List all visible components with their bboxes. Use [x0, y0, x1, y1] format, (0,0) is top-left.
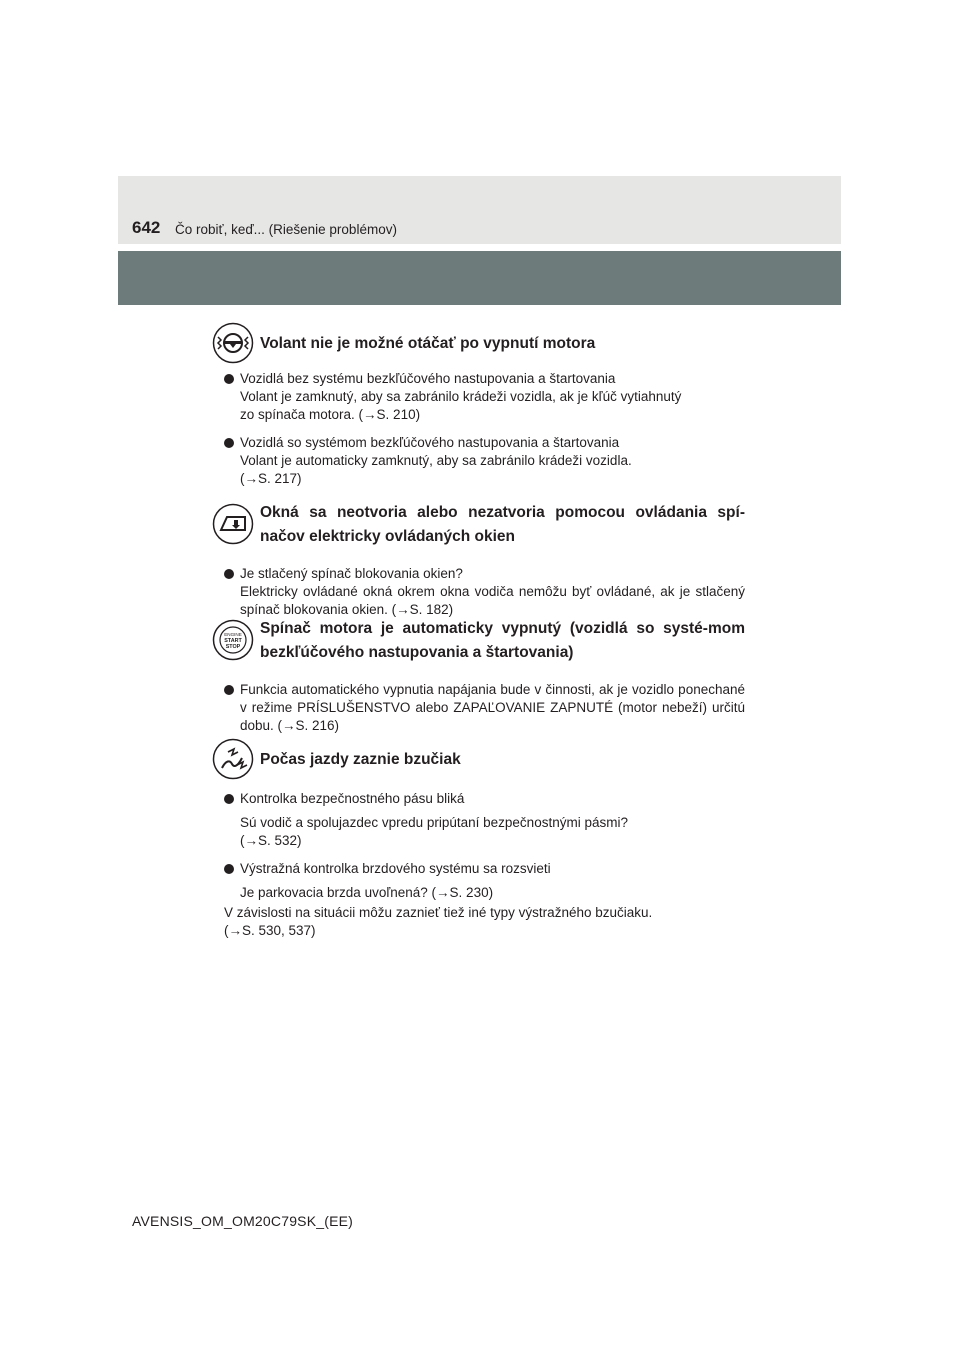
item-heading: Výstražná kontrolka brzdového systému sa rozsvieti: [240, 861, 551, 876]
chapter-title: Čo robiť, keď... (Riešenie problémov): [175, 222, 397, 237]
buzzer-icon: [212, 738, 254, 780]
item-line: Volant je zamknutý, aby sa zabránilo krádeži vozidla, ak je kľúč vytiahnutý: [240, 389, 682, 404]
list-item: [212, 681, 757, 735]
bullet-icon: [224, 438, 234, 448]
section-title: Volant nie je možné otáčať po vypnutí motora: [260, 335, 596, 352]
bullet-icon: [224, 374, 234, 384]
bullet-icon: [224, 685, 234, 695]
power-window-lock-icon: [212, 503, 254, 545]
list-item: [212, 790, 757, 850]
icon-text: STOP: [225, 644, 241, 650]
document-code: AVENSIS_OM_OM20C79SK_(EE): [132, 1213, 354, 1229]
icon-text: START: [224, 638, 242, 644]
item-text: Funkcia automatického vypnutia napájania bude v činnosti, ak je vozidlo ponechané v režime PRÍSLUŠENSTVO alebo ZAPAĽOVANIE ZAPNUTÉ (motor nebeží) určitú dobu. (→S. 216): [240, 682, 745, 733]
note-line: V závislosti na situácii môžu zaznieť tiež iné typy výstražného bzučiaku.: [224, 905, 653, 920]
section-buzzer: [212, 738, 757, 940]
item-heading: Je stlačený spínač blokovania okien?: [240, 566, 463, 581]
engine-start-stop-icon: [212, 619, 254, 661]
list-item: [212, 370, 757, 424]
bullet-icon: [224, 864, 234, 874]
section-note: [212, 904, 757, 940]
page-number: 642: [132, 218, 161, 237]
item-heading: Vozidlá so systémom bezkľúčového nastupovania a štartovania: [240, 435, 620, 450]
list-item: [212, 434, 757, 488]
section-steering-lock: [212, 322, 757, 488]
icon-text: ENGINE: [224, 632, 242, 637]
section-title: Počas jazdy zaznie bzučiak: [260, 751, 461, 768]
section-auto-power-off: [212, 619, 757, 735]
steering-lock-icon: [212, 322, 254, 364]
section-bar: [118, 251, 841, 305]
section-title: Okná sa neotvoria alebo nezatvoria pomocou ovládania spí-načov elektricky ovládaných okien: [260, 504, 745, 545]
item-heading: Kontrolka bezpečnostného pásu bliká: [240, 791, 465, 806]
list-item: [212, 565, 757, 619]
item-line: Je parkovacia brzda uvoľnená? (→S. 230): [240, 885, 494, 900]
section-power-windows: [212, 503, 757, 619]
item-line: zo spínača motora. (→S. 210): [240, 407, 421, 422]
list-item: [212, 860, 757, 902]
note-line: (→S. 530, 537): [224, 923, 316, 938]
bullet-icon: [224, 794, 234, 804]
item-line: Volant je automaticky zamknutý, aby sa zabránilo krádeži vozidla.: [240, 453, 632, 468]
item-heading: Vozidlá bez systému bezkľúčového nastupovania a štartovania: [240, 371, 616, 386]
bullet-icon: [224, 569, 234, 579]
item-line: (→S. 217): [240, 471, 302, 486]
item-line: (→S. 532): [240, 833, 302, 848]
item-line: Sú vodič a spolujazdec vpredu pripútaní bezpečnostnými pásmi?: [240, 815, 628, 830]
section-title: Spínač motora je automaticky vypnutý (vozidlá so systé-mom bezkľúčového nastupovania a štartovania): [260, 620, 745, 661]
item-text: Elektricky ovládané okná okrem okna vodiča nemôžu byť ovládané, ak je stlačený spínač blokovania okien. (→S. 182): [240, 584, 745, 617]
